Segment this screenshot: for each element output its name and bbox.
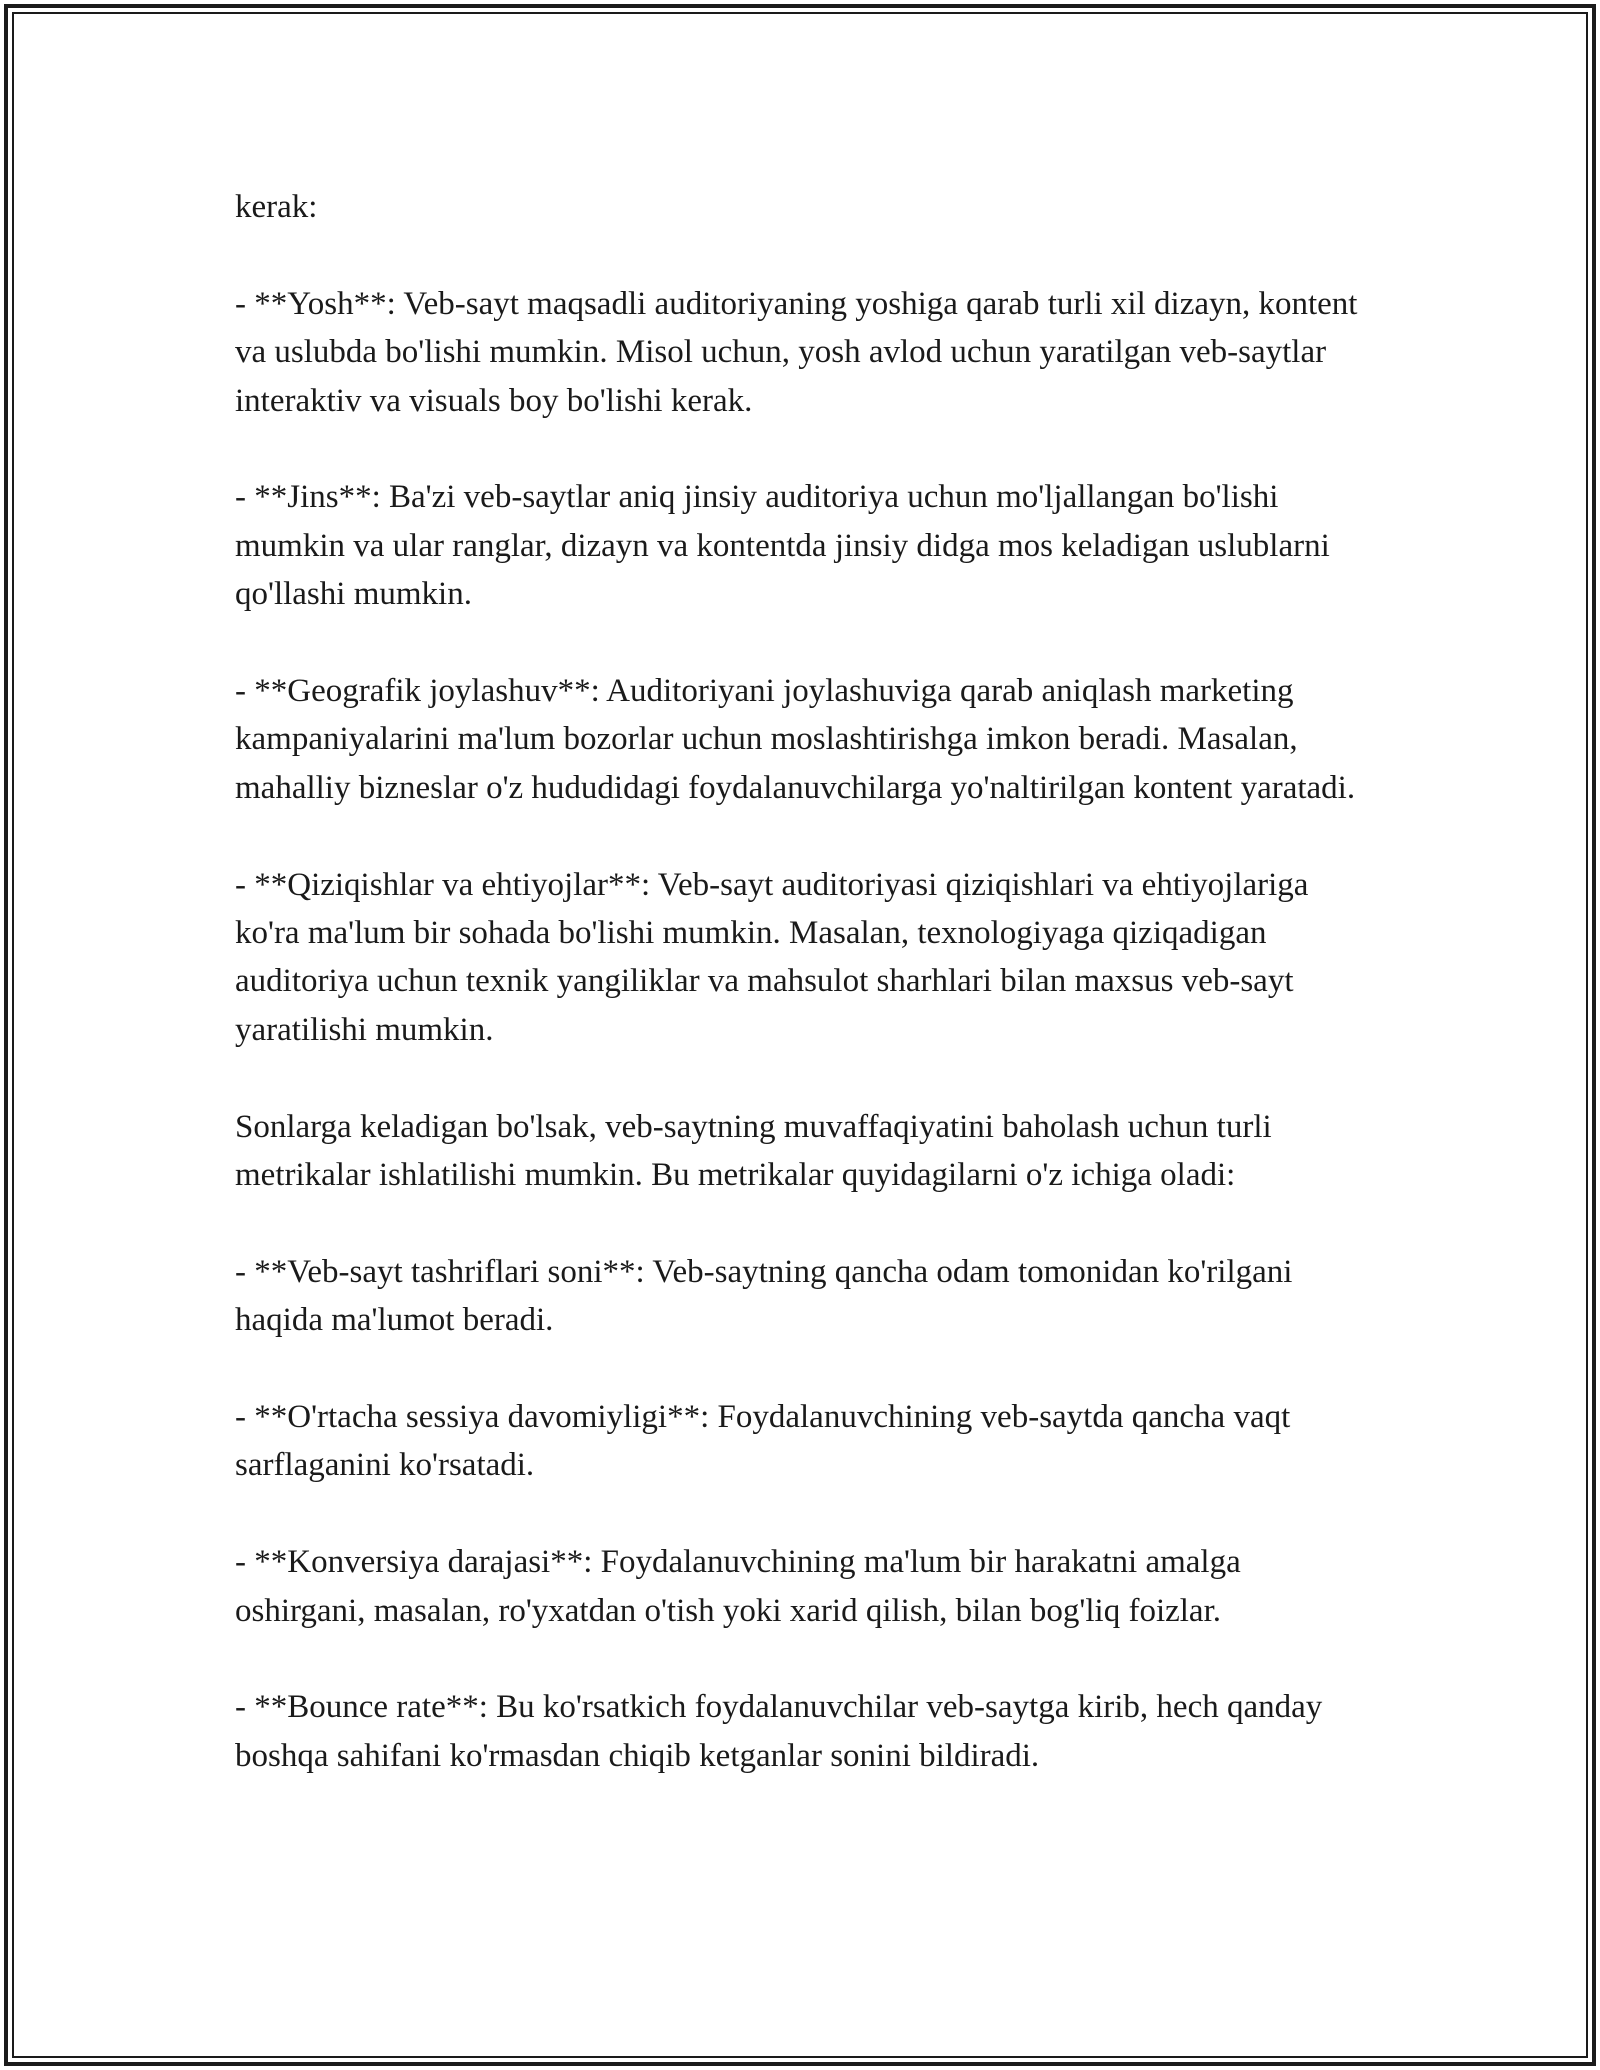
bullet-session-duration: - **O'rtacha sessiya davomiyligi**: Foydalanuvchining veb-saytda qancha vaqt sarflaganini ko'rsatadi.	[235, 1399, 1291, 1484]
bullet-bounce-rate: - **Bounce rate**: Bu ko'rsatkich foydalanuvchilar veb-saytga kirib, hech qanday boshqa sahifani ko'rmasdan chiqib ketganlar sonini bildiradi.	[235, 1689, 1323, 1774]
document-body	[235, 183, 1375, 1829]
bullet-geographic-location: - **Geografik joylashuv**: Auditoriyani joylashuviga qarab aniqlash marketing kampaniyalarini ma'lum bozorlar uchun moslashtirishga imkon beradi. Masalan, mahalliy bizneslar o'z hududidagi foydalanuvchilarga yo'naltirilgan kontent yaratadi.	[235, 673, 1356, 806]
bullet-age: - **Yosh**: Veb-sayt maqsadli auditoriyaning yoshiga qarab turli xil dizayn, kontent va uslubda bo'lishi mumkin. Misol uchun, yosh avlod uchun yaratilgan veb-saytlar interaktiv va visuals boy bo'lishi kerak.	[235, 285, 1358, 419]
bullet-interests-needs: - **Qiziqishlar va ehtiyojlar**: Veb-sayt auditoriyasi qiziqishlari va ehtiyojlariga ko'ra ma'lum bir sohada bo'lishi mumkin. Masalan, texnologiyaga qiziqadigan auditoriya uchun texnik yangiliklar va mahsulot sharhlari bilan maxsus veb-sayt yaratilishi mumkin.	[235, 866, 1309, 1048]
paragraph-continuation: kerak:	[235, 189, 318, 225]
paragraph-metrics-intro: Sonlarga keladigan bo'lsak, veb-saytning muvaffaqiyatini baholash uchun turli metrikalar ishlatilishi mumkin. Bu metrikalar quyidagilarni o'z ichiga oladi:	[235, 1108, 1272, 1194]
bullet-conversion-rate: - **Konversiya darajasi**: Foydalanuvchining ma'lum bir harakatni amalga oshirgani, masalan, ro'yxatdan o'tish yoki xarid qilish, bilan bog'liq foizlar.	[235, 1544, 1241, 1629]
bullet-site-visits: - **Veb-sayt tashriflari soni**: Veb-saytning qancha odam tomonidan ko'rilgani haqida ma'lumot beradi.	[235, 1253, 1293, 1339]
bullet-gender: - **Jins**: Ba'zi veb-saytlar aniq jinsiy auditoriya uchun mo'ljallangan bo'lishi mumkin va ular ranglar, dizayn va kontentda jinsiy didga mos keladigan uslublarni qo'llashi mumkin.	[235, 479, 1330, 613]
